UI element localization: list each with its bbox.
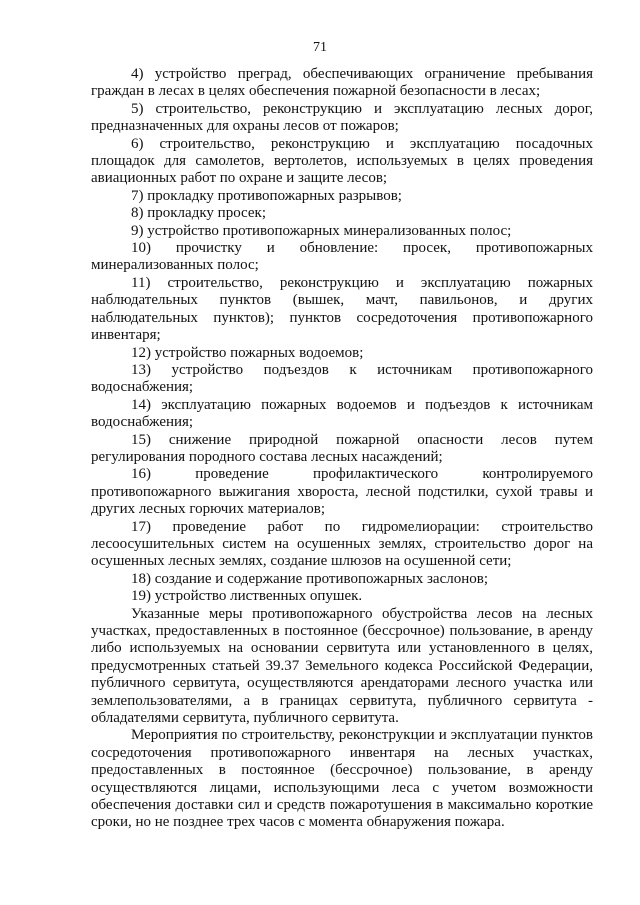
page-number: 71 bbox=[313, 40, 327, 55]
paragraph-item-15: 15) снижение природной пожарной опасности лесов путем регулирования породного состава лесных насаждений; bbox=[91, 431, 593, 465]
document-body bbox=[91, 66, 593, 832]
paragraph-item-18: 18) создание и содержание противопожарных заслонов; bbox=[131, 570, 489, 587]
paragraph-item-13: 13) устройство подъездов к источникам противопожарного водоснабжения; bbox=[91, 361, 593, 396]
paragraph-item-6: 6) строительство, реконструкцию и эксплуатацию посадочных площадок для самолетов, вертолетов, используемых в целях проведения авиационных работ по охране и защите лесов; bbox=[91, 135, 593, 187]
paragraph-item-11: 11) строительство, реконструкцию и эксплуатацию пожарных наблюдательных пунктов (вышек, мачт, павильонов, и других наблюдательных пунктов); пунктов сосредоточения противопожарного инвентаря; bbox=[91, 274, 593, 344]
paragraph-item-19: 19) устройство лиственных опушек. bbox=[131, 588, 363, 605]
paragraph-item-16: 16) проведение профилактического контролируемого противопожарного выжигания хвороста, лесной подстилки, сухой травы и других лесных горючих материалов; bbox=[91, 466, 593, 518]
paragraph-activities-note: Мероприятия по строительству, реконструкции и эксплуатации пунктов сосредоточения противопожарного инвентаря на лесных участках, предоставленных в постоянное (бессрочное) пользование, в аренду осуществляются лицами, использующими леса с учетом возможности обеспечения доставки сил и средств пожаротушения в максимально короткие сроки, но не позднее трех часов с момента обнаружения пожара. bbox=[91, 727, 593, 831]
paragraph-item-8: 8) прокладку просек; bbox=[131, 205, 267, 222]
paragraph-item-9: 9) устройство противопожарных минерализованных полос; bbox=[131, 222, 512, 239]
paragraph-item-17: 17) проведение работ по гидромелиорации: строительство лесоосушительных систем на осушенных землях, строительство дорог на осушенных лесных землях, создание шлюзов на осушенной сети; bbox=[91, 518, 593, 570]
paragraph-item-12: 12) устройство пожарных водоемов; bbox=[131, 344, 364, 361]
paragraph-item-14: 14) эксплуатацию пожарных водоемов и подъездов к источникам водоснабжения; bbox=[91, 396, 593, 431]
paragraph-item-10: 10) прочистку и обновление: просек, противопожарных минерализованных полос; bbox=[91, 240, 593, 274]
paragraph-item-7: 7) прокладку противопожарных разрывов; bbox=[131, 187, 402, 204]
paragraph-item-4: 4) устройство преград, обеспечивающих ограничение пребывания граждан в лесах в целях обеспечения пожарной безопасности в лесах; bbox=[91, 66, 593, 100]
paragraph-measures-note: Указанные меры противопожарного обустройства лесов на лесных участках, предоставленных в постоянное (бессрочное) пользование, в аренду либо используемых на основании сервитута или установленного в целях, предусмотренных статьей 39.37 Земельного кодекса Российской Федерации, публичного сервитута, осуществляются арендаторами лесного участка или землепользователями, а в границах сервитута, публичного сервитута - обладателями сервитута, публичного сервитута. bbox=[91, 605, 593, 727]
paragraph-item-5: 5) строительство, реконструкцию и эксплуатацию лесных дорог, предназначенных для охраны лесов от пожаров; bbox=[91, 100, 593, 135]
